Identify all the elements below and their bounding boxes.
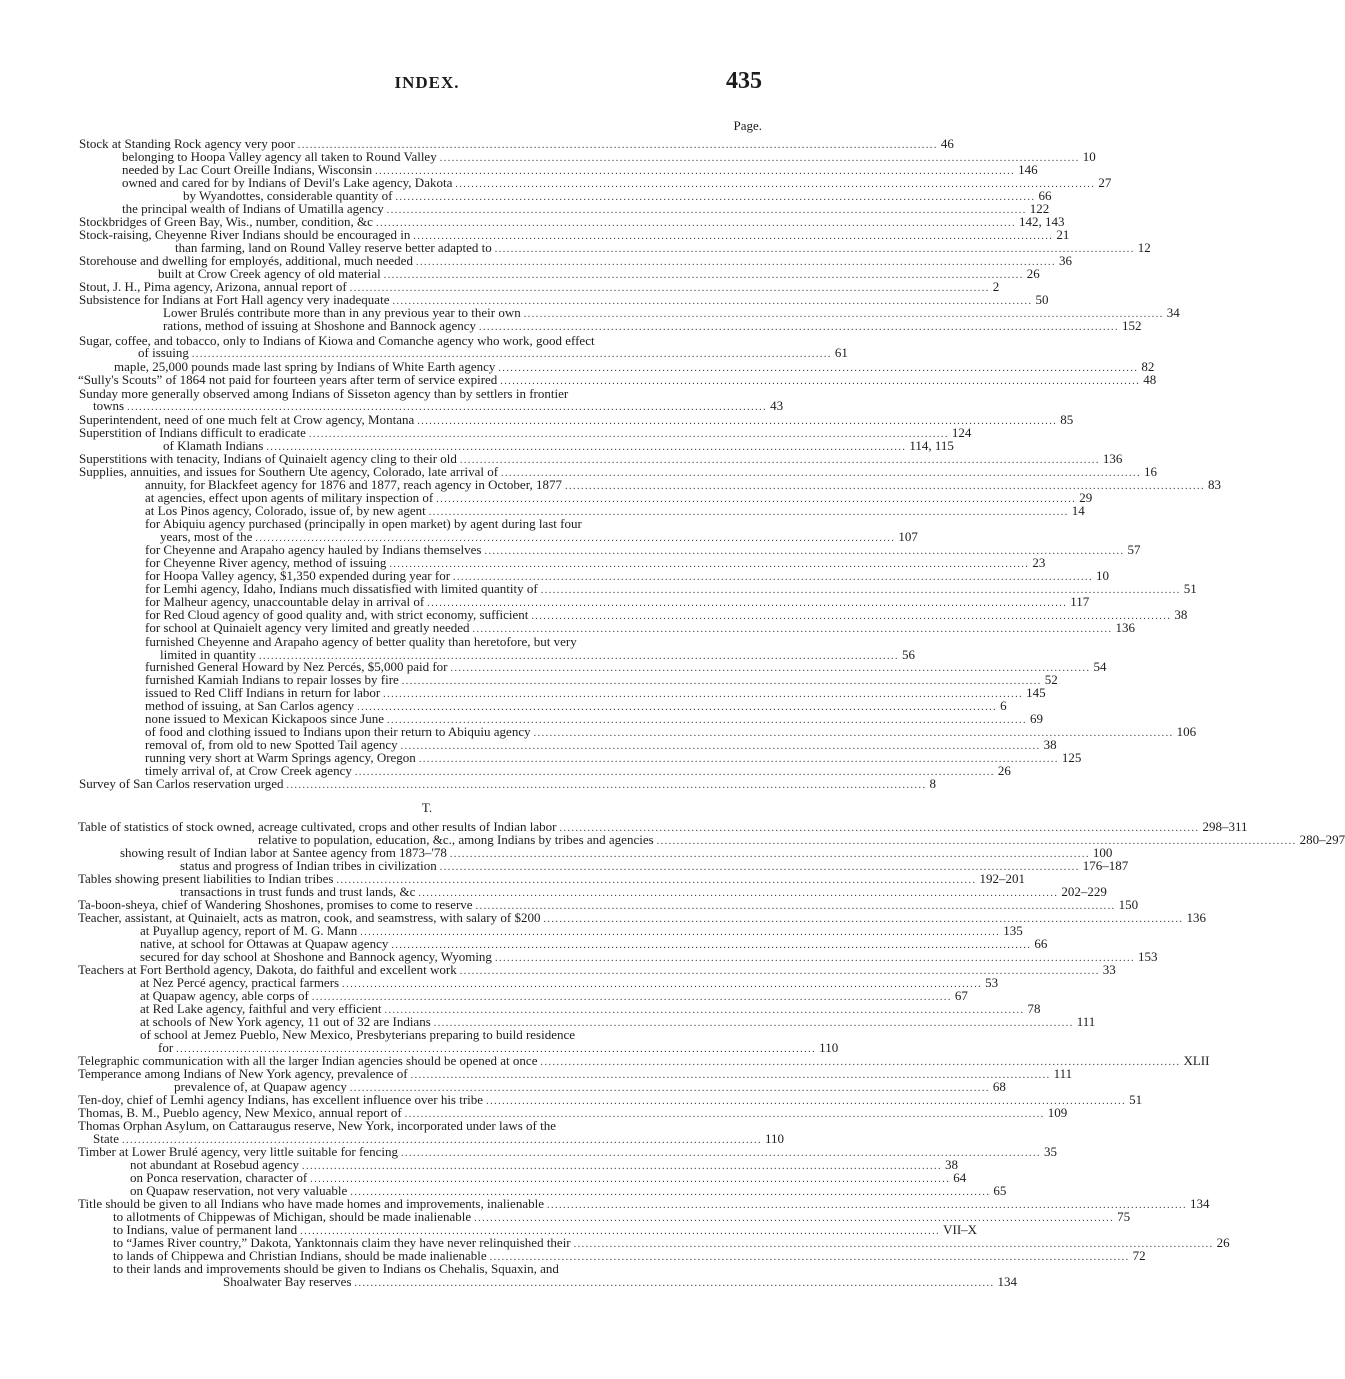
entry-text: Ten-doy, chief of Lemhi agency Indians, has excellent influence over his tribe bbox=[78, 1092, 484, 1107]
entry-text: built at Crow Creek agency of old material bbox=[158, 266, 381, 281]
page-number: 435 bbox=[726, 68, 762, 94]
entry-page-ref: 146 bbox=[1018, 162, 1038, 177]
entry-page-ref: 107 bbox=[898, 529, 918, 544]
leader-dots: ................................................................................................................................................................ bbox=[523, 309, 1164, 320]
entry-page-ref: 54 bbox=[1093, 659, 1107, 674]
leader-dots: ................................................................................................................................................................ bbox=[559, 823, 1200, 834]
entry-text: Sunday more generally observed among Indians of Sisseton agency than by settlers in frontier bbox=[79, 386, 569, 401]
entry-text: for Cheyenne and Arapaho agency hauled by Indians themselves bbox=[145, 542, 482, 557]
leader-dots: ................................................................................................................................................................ bbox=[531, 611, 1172, 622]
leader-dots: ................................................................................................................................................................ bbox=[459, 455, 1100, 466]
entry-text: for Cheyenne River agency, method of issuing bbox=[145, 555, 387, 570]
entry-page-ref: 8 bbox=[929, 776, 936, 791]
leader-dots: ................................................................................................................................................................ bbox=[395, 192, 1036, 203]
entry-text: State bbox=[93, 1131, 119, 1146]
leader-dots: ................................................................................................................................................................ bbox=[546, 1200, 1187, 1211]
entry-text: Superintendent, need of one much felt at Crow agency, Montana bbox=[79, 412, 415, 427]
leader-dots: ................................................................................................................................................................ bbox=[391, 940, 1032, 951]
page-column-label: Page. bbox=[733, 118, 762, 133]
entry-page-ref: 12 bbox=[1137, 240, 1151, 255]
leader-dots: ................................................................................................................................................................ bbox=[413, 231, 1054, 242]
entry-page-ref: 153 bbox=[1137, 949, 1158, 964]
entry-text: Stock at Standing Rock agency very poor bbox=[79, 136, 295, 151]
entry-text: at Los Pinos agency, Colorado, issue of, by new agent bbox=[145, 503, 426, 518]
leader-dots: ................................................................................................................................................................ bbox=[122, 1135, 762, 1146]
entry-page-ref: 6 bbox=[1000, 698, 1007, 713]
leader-dots: ................................................................................................................................................................ bbox=[349, 1083, 990, 1094]
entry-text: Lower Brulés contribute more than in any previous year to their own bbox=[163, 305, 521, 320]
leader-dots: ................................................................................................................................................................ bbox=[404, 1109, 1045, 1120]
index-entry bbox=[138, 345, 848, 360]
leader-dots: ................................................................................................................................................................ bbox=[375, 166, 1016, 177]
entry-page-ref: 72 bbox=[1132, 1248, 1146, 1263]
entry-text: owned and cared for by Indians of Devil's Lake agency, Dakota bbox=[122, 175, 453, 190]
index-entry bbox=[163, 318, 1142, 333]
index-entry bbox=[79, 776, 936, 791]
entry-text: on Quapaw reservation, not very valuable bbox=[130, 1183, 348, 1198]
entry-text: at Nez Percé agency, practical farmers bbox=[140, 975, 340, 990]
entry-text: to Indians, value of permanent land bbox=[113, 1222, 298, 1237]
entry-text: furnished General Howard by Nez Percés, $5,000 paid for bbox=[145, 659, 448, 674]
entry-page-ref: 64 bbox=[953, 1170, 967, 1185]
leader-dots: ................................................................................................................................................................ bbox=[300, 1226, 941, 1237]
leader-dots: ................................................................................................................................................................ bbox=[498, 363, 1139, 374]
leader-dots: ................................................................................................................................................................ bbox=[310, 1174, 951, 1185]
entry-text: prevalence of, at Quapaw agency bbox=[174, 1079, 347, 1094]
entry-text: timely arrival of, at Crow Creek agency bbox=[145, 763, 352, 778]
entry-page-ref: 110 bbox=[819, 1040, 839, 1055]
entry-text: Storehouse and dwelling for employés, additional, much needed bbox=[79, 253, 413, 268]
index-title: INDEX. bbox=[394, 73, 460, 92]
entry-page-ref: 38 bbox=[944, 1157, 958, 1172]
leader-dots: ................................................................................................................................................................ bbox=[474, 1213, 1115, 1224]
entry-page-ref: 61 bbox=[834, 345, 848, 360]
leader-dots: ................................................................................................................................................................ bbox=[297, 140, 938, 151]
entry-page-ref: 280–297 bbox=[1299, 832, 1345, 847]
leader-dots: ................................................................................................................................................................ bbox=[500, 376, 1141, 387]
entry-page-ref: 26 bbox=[1026, 266, 1040, 281]
leader-dots: ................................................................................................................................................................ bbox=[415, 257, 1056, 268]
leader-dots: ................................................................................................................................................................ bbox=[301, 1161, 942, 1172]
entry-page-ref: 135 bbox=[1003, 923, 1023, 938]
entry-text: Stout, J. H., Pima agency, Arizona, annual report of bbox=[79, 279, 347, 294]
entry-text: Teachers at Fort Berthold agency, Dakota, do faithful and excellent work bbox=[78, 962, 457, 977]
entry-text: for Red Cloud agency of good quality and, with strict economy, sufficient bbox=[145, 607, 529, 622]
entry-text: method of issuing, at San Carlos agency bbox=[145, 698, 355, 713]
leader-dots: ................................................................................................................................................................ bbox=[479, 322, 1120, 333]
entry-text: Supplies, annuities, and issues for Southern Ute agency, Colorado, late arrival of bbox=[79, 464, 499, 479]
entry-page-ref: VII–X bbox=[943, 1222, 978, 1237]
entry-text: Ta-boon-sheya, chief of Wandering Shoshones, promises to come to reserve bbox=[78, 897, 473, 912]
entry-page-ref: 85 bbox=[1060, 412, 1074, 427]
leader-dots: ................................................................................................................................................................ bbox=[400, 741, 1041, 752]
entry-text: maple, 25,000 pounds made last spring by Indians of White Earth agency bbox=[114, 359, 496, 374]
entry-text: Stock-raising, Cheyenne River Indians should be encouraged in bbox=[79, 227, 411, 242]
leader-dots: ................................................................................................................................................................ bbox=[401, 676, 1042, 687]
entry-page-ref: 125 bbox=[1061, 750, 1082, 765]
entry-text: Survey of San Carlos reservation urged bbox=[79, 776, 284, 791]
entry-page-ref: 152 bbox=[1122, 318, 1142, 333]
leader-dots: ................................................................................................................................................................ bbox=[266, 442, 907, 453]
leader-dots: ................................................................................................................................................................ bbox=[389, 559, 1030, 570]
leader-dots: ................................................................................................................................................................ bbox=[350, 1187, 991, 1198]
leader-dots: ................................................................................................................................................................ bbox=[418, 754, 1059, 765]
leader-dots: ................................................................................................................................................................ bbox=[489, 1252, 1130, 1263]
leader-dots: ................................................................................................................................................................ bbox=[386, 205, 1027, 216]
entry-page-ref: 50 bbox=[1035, 292, 1049, 307]
entry-text: Teacher, assistant, at Quinaielt, acts as matron, cook, and seamstress, with salary of $200 bbox=[78, 910, 541, 925]
entry-page-ref: 56 bbox=[902, 647, 916, 662]
entry-page-ref: 111 bbox=[1053, 1066, 1073, 1081]
leader-dots: ................................................................................................................................................................ bbox=[360, 927, 1001, 938]
entry-page-ref: 66 bbox=[1034, 936, 1048, 951]
entry-text: Superstitions with tenacity, Indians of Quinaielt agency cling to their old bbox=[79, 451, 457, 466]
entry-text: to their lands and improvements should be given to Indians os Chehalis, Squaxin, and bbox=[113, 1261, 559, 1276]
leader-dots: ................................................................................................................................................................ bbox=[494, 953, 1135, 964]
entry-text: rations, method of issuing at Shoshone and Bannock agency bbox=[163, 318, 477, 333]
entry-text: Thomas, B. M., Pueblo agency, New Mexico, annual report of bbox=[78, 1105, 402, 1120]
entry-page-ref: 48 bbox=[1143, 372, 1157, 387]
entry-text: at agencies, effect upon agents of military inspection of bbox=[145, 490, 434, 505]
entry-page-ref: 2 bbox=[992, 279, 1000, 294]
entry-page-ref: 114, 115 bbox=[909, 438, 954, 453]
entry-page-ref: 192–201 bbox=[979, 871, 1025, 886]
leader-dots: ................................................................................................................................................................ bbox=[417, 416, 1058, 427]
leader-dots: ................................................................................................................................................................ bbox=[387, 715, 1028, 726]
entry-page-ref: 106 bbox=[1176, 724, 1197, 739]
entry-page-ref: 52 bbox=[1044, 672, 1058, 687]
leader-dots: ................................................................................................................................................................ bbox=[410, 1070, 1051, 1081]
entry-page-ref: 150 bbox=[1118, 897, 1139, 912]
leader-dots: ................................................................................................................................................................ bbox=[418, 888, 1059, 899]
entry-text: years, most of the bbox=[160, 529, 253, 544]
index-entry bbox=[78, 372, 1157, 387]
leader-dots: ................................................................................................................................................................ bbox=[472, 624, 1113, 635]
leader-dots: ................................................................................................................................................................ bbox=[311, 992, 952, 1003]
entry-page-ref: 14 bbox=[1071, 503, 1085, 518]
entry-page-ref: 38 bbox=[1174, 607, 1188, 622]
leader-dots: ................................................................................................................................................................ bbox=[392, 296, 1033, 307]
entry-text: at schools of New York agency, 11 out of 32 are Indians bbox=[140, 1014, 431, 1029]
entry-page-ref: 298–311 bbox=[1202, 819, 1248, 834]
entry-text: Tables showing present liabilities to Indian tribes bbox=[78, 871, 334, 886]
leader-dots: ................................................................................................................................................................ bbox=[459, 966, 1100, 977]
entry-page-ref: 27 bbox=[1098, 175, 1112, 190]
entry-text: for Lemhi agency, Idaho, Indians much dissatisfied with limited quantity of bbox=[145, 581, 538, 596]
entry-page-ref: 10 bbox=[1096, 568, 1110, 583]
entry-page-ref: 66 bbox=[1038, 188, 1052, 203]
leader-dots: ................................................................................................................................................................ bbox=[383, 689, 1024, 700]
leader-dots: ................................................................................................................................................................ bbox=[573, 1239, 1214, 1250]
entry-text: showing result of Indian labor at Santee agency from 1873–'78 bbox=[120, 845, 447, 860]
entry-page-ref: 124 bbox=[951, 425, 972, 440]
leader-dots: ................................................................................................................................................................ bbox=[127, 402, 768, 413]
entry-page-ref: 29 bbox=[1079, 490, 1093, 505]
entry-page-ref: 83 bbox=[1208, 477, 1222, 492]
entry-text: for Malheur agency, unaccountable delay in arrival of bbox=[145, 594, 425, 609]
entry-page-ref: 68 bbox=[992, 1079, 1006, 1094]
entry-page-ref: 67 bbox=[954, 988, 968, 1003]
entry-text: Telegraphic communication with all the larger Indian agencies should be opened at once bbox=[78, 1053, 538, 1068]
entry-text: by Wyandottes, considerable quantity of bbox=[183, 188, 393, 203]
leader-dots: ................................................................................................................................................................ bbox=[286, 780, 927, 791]
entry-page-ref: 109 bbox=[1047, 1105, 1068, 1120]
leader-dots: ................................................................................................................................................................ bbox=[354, 1278, 995, 1289]
leader-dots: ................................................................................................................................................................ bbox=[486, 1096, 1127, 1107]
entry-page-ref: 136 bbox=[1186, 910, 1206, 925]
leader-dots: ................................................................................................................................................................ bbox=[455, 179, 1096, 190]
entry-text: running very short at Warm Springs agency, Oregon bbox=[145, 750, 416, 765]
entry-text: of food and clothing issued to Indians upon their return to Abiquiu agency bbox=[145, 724, 531, 739]
entry-page-ref: 51 bbox=[1129, 1092, 1143, 1107]
leader-dots: ................................................................................................................................................................ bbox=[255, 533, 896, 544]
entry-page-ref: 75 bbox=[1117, 1209, 1131, 1224]
entry-page-ref: 33 bbox=[1102, 962, 1116, 977]
entry-page-ref: 117 bbox=[1070, 594, 1090, 609]
entry-page-ref: 43 bbox=[770, 398, 784, 413]
entry-page-ref: 35 bbox=[1043, 1144, 1057, 1159]
leader-dots: ................................................................................................................................................................ bbox=[354, 767, 995, 778]
entry-text: status and progress of Indian tribes in civilization bbox=[180, 858, 437, 873]
entry-page-ref: 23 bbox=[1032, 555, 1046, 570]
leader-dots: ................................................................................................................................................................ bbox=[475, 901, 1116, 912]
index-entry-continued bbox=[140, 1028, 575, 1041]
entry-page-ref: 53 bbox=[985, 975, 999, 990]
leader-dots: ................................................................................................................................................................ bbox=[308, 429, 949, 440]
entry-text: Stockbridges of Green Bay, Wis., number, condition, &c bbox=[79, 214, 373, 229]
entry-page-ref: 21 bbox=[1056, 227, 1070, 242]
leader-dots: ................................................................................................................................................................ bbox=[191, 349, 832, 360]
entry-page-ref: 16 bbox=[1144, 464, 1158, 479]
entry-text: for school at Quinaielt agency very limited and greatly needed bbox=[145, 620, 470, 635]
entry-text: for Abiquiu agency purchased (principally in open market) by agent during last four bbox=[145, 516, 582, 531]
entry-text: at Red Lake agency, faithful and very efficient bbox=[140, 1001, 382, 1016]
entry-page-ref: 51 bbox=[1183, 581, 1197, 596]
entry-page-ref: 26 bbox=[1216, 1235, 1230, 1250]
entry-text: not abundant at Rosebud agency bbox=[130, 1157, 299, 1172]
entry-text: Table of statistics of stock owned, acreage cultivated, crops and other results of Indian labor bbox=[78, 819, 557, 834]
entry-text: Shoalwater Bay reserves bbox=[223, 1274, 352, 1289]
leader-dots: ................................................................................................................................................................ bbox=[176, 1044, 817, 1055]
index-entry bbox=[93, 398, 784, 413]
entry-page-ref: 65 bbox=[993, 1183, 1007, 1198]
leader-dots: ................................................................................................................................................................ bbox=[436, 494, 1077, 505]
leader-dots: ................................................................................................................................................................ bbox=[400, 1148, 1041, 1159]
entry-text: to allotments of Chippewas of Michigan, should be made inalienable bbox=[113, 1209, 472, 1224]
entry-page-ref: 10 bbox=[1082, 149, 1096, 164]
entry-text: to “James River country,” Dakota, Yanktonnais claim they have never relinquished their bbox=[113, 1235, 571, 1250]
entry-page-ref: 69 bbox=[1030, 711, 1044, 726]
leader-dots: ................................................................................................................................................................ bbox=[533, 728, 1174, 739]
entry-text: towns bbox=[93, 398, 125, 413]
entry-text: the principal wealth of Indians of Umatilla agency bbox=[122, 201, 384, 216]
entry-page-ref: 176–187 bbox=[1082, 858, 1129, 873]
leader-dots: ................................................................................................................................................................ bbox=[433, 1018, 1074, 1029]
entry-page-ref: 34 bbox=[1166, 305, 1180, 320]
index-entry-continued bbox=[78, 1119, 556, 1132]
leader-dots: ................................................................................................................................................................ bbox=[375, 218, 1016, 229]
leader-dots: ................................................................................................................................................................ bbox=[259, 651, 900, 662]
entry-page-ref: 38 bbox=[1043, 737, 1057, 752]
entry-page-ref: 134 bbox=[1189, 1196, 1210, 1211]
leader-dots: ................................................................................................................................................................ bbox=[428, 507, 1069, 518]
entry-page-ref: 82 bbox=[1141, 359, 1155, 374]
leader-dots: ................................................................................................................................................................ bbox=[484, 546, 1125, 557]
leader-dots: ................................................................................................................................................................ bbox=[342, 979, 983, 990]
entry-text: relative to population, education, &c., among Indians by tribes and agencies bbox=[258, 832, 654, 847]
leader-dots: ................................................................................................................................................................ bbox=[336, 875, 977, 886]
index-entry bbox=[145, 620, 1136, 635]
entry-text: for Hoopa Valley agency, $1,350 expended during year for bbox=[145, 568, 451, 583]
leader-dots: ................................................................................................................................................................ bbox=[450, 663, 1091, 674]
entry-text: secured for day school at Shoshone and Bannock agency, Wyoming bbox=[140, 949, 492, 964]
leader-dots: ................................................................................................................................................................ bbox=[384, 1005, 1025, 1016]
entry-text: than farming, land on Round Valley reserve better adapted to bbox=[175, 240, 492, 255]
entry-text: none issued to Mexican Kickapoos since June bbox=[145, 711, 385, 726]
entry-text: native, at school for Ottawas at Quapaw agency bbox=[140, 936, 389, 951]
leader-dots: ................................................................................................................................................................ bbox=[540, 1057, 1181, 1068]
entry-text: on Ponca reservation, character of bbox=[130, 1170, 308, 1185]
entry-text: removal of, from old to new Spotted Tail agency bbox=[145, 737, 398, 752]
entry-page-ref: 142, 143 bbox=[1018, 214, 1065, 229]
leader-dots: ................................................................................................................................................................ bbox=[349, 283, 990, 294]
entry-text: Sugar, coffee, and tobacco, only to Indians of Kiowa and Comanche agency who work, good effect bbox=[79, 333, 595, 348]
leader-dots: ................................................................................................................................................................ bbox=[449, 849, 1090, 860]
entry-page-ref: 122 bbox=[1029, 201, 1050, 216]
entry-page-ref: 111 bbox=[1076, 1014, 1096, 1029]
entry-page-ref: 100 bbox=[1092, 845, 1113, 860]
entry-text: of Klamath Indians bbox=[163, 438, 264, 453]
entry-text: at Puyallup agency, report of M. G. Mann bbox=[140, 923, 358, 938]
leader-dots: ................................................................................................................................................................ bbox=[565, 481, 1206, 492]
leader-dots: ................................................................................................................................................................ bbox=[427, 598, 1068, 609]
entry-page-ref: 110 bbox=[765, 1131, 785, 1146]
entry-page-ref: 46 bbox=[940, 136, 954, 151]
entry-text: furnished Cheyenne and Arapaho agency of better quality than heretofore, but very bbox=[145, 634, 577, 649]
entry-text: belonging to Hoopa Valley agency all taken to Round Valley bbox=[122, 149, 437, 164]
entry-text: for bbox=[158, 1040, 174, 1055]
entry-text: “Sully's Scouts” of 1864 not paid for fourteen years after term of service expired bbox=[78, 372, 498, 387]
entry-text: of school at Jemez Pueblo, New Mexico, Presbyterians preparing to build residence bbox=[140, 1027, 576, 1042]
entry-text: to lands of Chippewa and Christian Indians, should be made inalienable bbox=[113, 1248, 487, 1263]
entry-page-ref: 136 bbox=[1115, 620, 1136, 635]
leader-dots: ................................................................................................................................................................ bbox=[383, 270, 1024, 281]
entry-text: limited in quantity bbox=[160, 647, 257, 662]
entry-page-ref: 26 bbox=[997, 763, 1011, 778]
leader-dots: ................................................................................................................................................................ bbox=[501, 468, 1142, 479]
entry-text: Thomas Orphan Asylum, on Cattaraugus reserve, New York, incorporated under laws of the bbox=[78, 1118, 557, 1133]
entry-text: annuity, for Blackfeet agency for 1876 and 1877, reach agency in October, 1877 bbox=[145, 477, 563, 492]
entry-text: Subsistence for Indians at Fort Hall agency very inadequate bbox=[79, 292, 390, 307]
entry-page-ref: 202–229 bbox=[1061, 884, 1107, 899]
entry-text: Temperance among Indians of New York agency, prevalence of bbox=[78, 1066, 408, 1081]
entry-text: Title should be given to all Indians who have made homes and improvements, inalienable bbox=[78, 1196, 544, 1211]
entry-text: Timber at Lower Brulé agency, very little suitable for fencing bbox=[78, 1144, 398, 1159]
section-letter-t: T. bbox=[421, 800, 433, 815]
entry-page-ref: 136 bbox=[1102, 451, 1123, 466]
leader-dots: ................................................................................................................................................................ bbox=[439, 862, 1080, 873]
entry-page-ref: 57 bbox=[1127, 542, 1141, 557]
entry-page-ref: 36 bbox=[1058, 253, 1072, 268]
entry-text: issued to Red Cliff Indians in return for labor bbox=[145, 685, 381, 700]
entry-page-ref: 134 bbox=[997, 1274, 1018, 1289]
leader-dots: ................................................................................................................................................................ bbox=[453, 572, 1094, 583]
leader-dots: ................................................................................................................................................................ bbox=[357, 702, 998, 713]
entry-text: furnished Kamiah Indians to repair losses by fire bbox=[145, 672, 399, 687]
entry-text: at Quapaw agency, able corps of bbox=[140, 988, 309, 1003]
leader-dots: ................................................................................................................................................................ bbox=[439, 153, 1080, 164]
entry-page-ref: 145 bbox=[1026, 685, 1046, 700]
leader-dots: ................................................................................................................................................................ bbox=[540, 585, 1181, 596]
index-entry bbox=[223, 1274, 1018, 1289]
entry-text: transactions in trust funds and trust lands, &c bbox=[180, 884, 416, 899]
entry-page-ref: XLII bbox=[1183, 1053, 1210, 1068]
entry-text: Superstition of Indians difficult to eradicate bbox=[79, 425, 306, 440]
leader-dots: ................................................................................................................................................................ bbox=[543, 914, 1184, 925]
entry-text: needed by Lac Court Oreille Indians, Wisconsin bbox=[122, 162, 373, 177]
leader-dots: ................................................................................................................................................................ bbox=[656, 836, 1297, 847]
entry-text: of issuing bbox=[138, 345, 189, 360]
entry-page-ref: 78 bbox=[1027, 1001, 1041, 1016]
leader-dots: ................................................................................................................................................................ bbox=[494, 244, 1135, 255]
